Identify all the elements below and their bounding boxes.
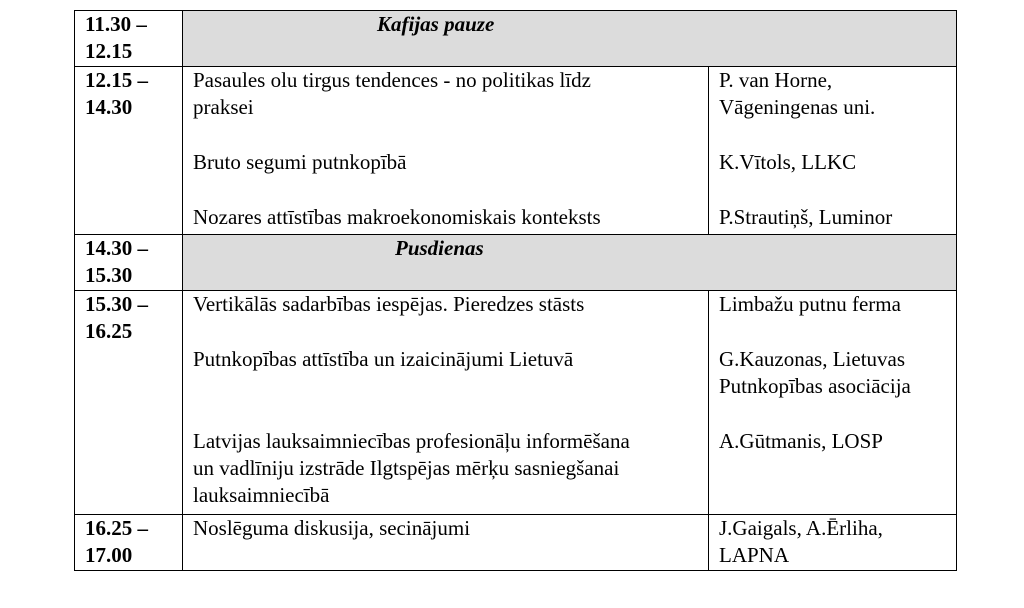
- time-cell: [75, 235, 183, 291]
- speaker-line: G.Kauzonas, Lietuvas: [719, 347, 906, 371]
- speaker-cell: [709, 291, 957, 515]
- topic-line: Noslēguma diskusija, secinājumi: [193, 516, 471, 540]
- break-cell: [183, 11, 957, 67]
- time-start: 12.15 –: [85, 68, 148, 92]
- time-end: 16.25: [85, 319, 133, 343]
- topic-line: Pasaules olu tirgus tendences - no politikas līdz: [193, 68, 591, 92]
- topic-cell: [183, 515, 709, 571]
- speaker-cell: [709, 515, 957, 571]
- speaker-cell: [709, 67, 957, 235]
- topic-entry: [193, 67, 702, 121]
- break-label: Pusdienas: [395, 236, 484, 260]
- speaker-line: P.Strautiņš, Luminor: [719, 205, 893, 229]
- speaker-entry: [719, 346, 950, 400]
- time-start: 16.25 –: [85, 516, 148, 540]
- agenda-row-coffee-break: [75, 11, 957, 67]
- speaker-entry: [719, 149, 950, 176]
- topic-line: Nozares attīstības makroekonomiskais konteksts: [193, 205, 601, 229]
- time-start: 11.30 –: [85, 12, 147, 36]
- topic-cell: [183, 291, 709, 515]
- agenda-row-session: [75, 515, 957, 571]
- time-start: 14.30 –: [85, 236, 148, 260]
- topic-entry: [193, 149, 702, 176]
- speaker-line: Putnkopības asociācija: [719, 374, 911, 398]
- break-cell: [183, 235, 957, 291]
- topic-entry: [193, 204, 702, 231]
- topic-line: Vertikālās sadarbības iespējas. Pieredzes stāsts: [193, 292, 585, 316]
- time-cell: [75, 11, 183, 67]
- topic-entry: [193, 346, 702, 400]
- agenda-row-session: [75, 291, 957, 515]
- speaker-line: Vāgeningenas uni.: [719, 95, 876, 119]
- time-cell: [75, 67, 183, 235]
- speaker-line: LAPNA: [719, 543, 790, 567]
- speaker-line: J.Gaigals, A.Ērliha,: [719, 516, 883, 540]
- topic-line: praksei: [193, 95, 254, 119]
- time-end: 14.30: [85, 95, 133, 119]
- time-cell: [75, 515, 183, 571]
- topic-entry: [193, 428, 702, 509]
- speaker-entry: [719, 204, 950, 231]
- speaker-line: K.Vītols, LLKC: [719, 150, 857, 174]
- speaker-entry: [719, 428, 950, 455]
- topic-line: lauksaimniecībā: [193, 483, 330, 507]
- speaker-line: A.Gūtmanis, LOSP: [719, 429, 883, 453]
- time-end: 12.15: [85, 39, 133, 63]
- topic-entry: [193, 291, 702, 318]
- topic-line: Bruto segumi putnkopībā: [193, 150, 407, 174]
- speaker-entry: [719, 291, 950, 318]
- topic-line: Latvijas lauksaimniecības profesionāļu informēšana: [193, 429, 630, 453]
- time-end: 15.30: [85, 263, 133, 287]
- topic-line: un vadlīniju izstrāde Ilgtspējas mērķu sasniegšanai: [193, 456, 620, 480]
- speaker-entry: [719, 67, 950, 121]
- topic-line: Putnkopības attīstība un izaicinājumi Lietuvā: [193, 347, 574, 371]
- speaker-entry: [719, 515, 950, 569]
- agenda-row-lunch-break: [75, 235, 957, 291]
- topic-entry: [193, 515, 702, 542]
- speaker-line: Limbažu putnu ferma: [719, 292, 901, 316]
- speaker-line: P. van Horne,: [719, 68, 833, 92]
- time-end: 17.00: [85, 543, 133, 567]
- agenda-row-session: [75, 67, 957, 235]
- agenda-table: [74, 10, 957, 571]
- time-cell: [75, 291, 183, 515]
- break-label: Kafijas pauze: [377, 12, 495, 36]
- time-start: 15.30 –: [85, 292, 148, 316]
- topic-cell: [183, 67, 709, 235]
